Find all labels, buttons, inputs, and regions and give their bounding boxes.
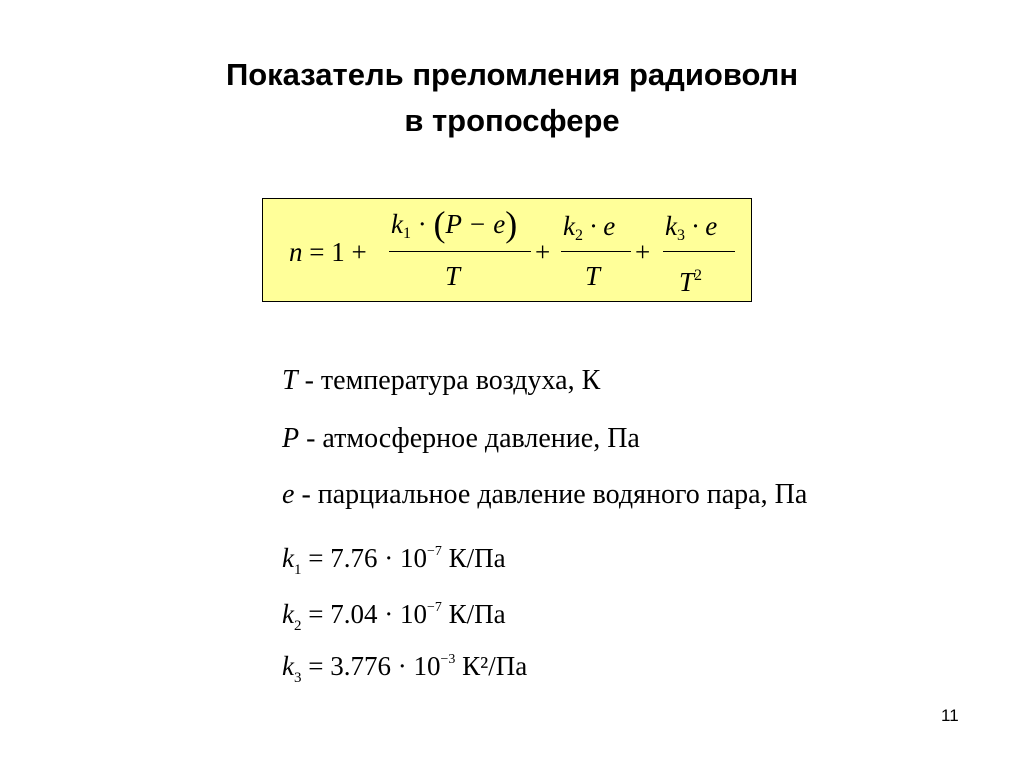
constant-k3-exponent: −3 [440, 652, 456, 667]
plus-sign-2: + [635, 237, 651, 267]
fraction-3-T: T [679, 267, 695, 297]
fraction-3-bar [663, 251, 735, 252]
constant-k2-symbol: k [282, 599, 294, 629]
definition-e-text: - парциальное давление водяного пара, Па [294, 479, 808, 510]
definition-T [282, 364, 600, 398]
slide-title [0, 52, 1024, 144]
definition-e [282, 478, 807, 512]
constant-k1-subscript: 1 [293, 562, 302, 578]
fraction-3-T-superscript: 2 [694, 267, 703, 284]
definition-P [282, 422, 640, 456]
fraction-2-numerator [563, 211, 615, 251]
definition-T-symbol: T [282, 365, 298, 396]
fraction-1-numerator [391, 204, 518, 249]
constant-k3-symbol: k [282, 651, 294, 681]
constant-k1-symbol: k [282, 543, 294, 573]
fraction-2-k-subscript: 2 [574, 227, 583, 244]
definition-P-symbol: P [282, 423, 300, 454]
constant-k1-exponent: −7 [426, 544, 442, 559]
fraction-2-bar [561, 251, 631, 252]
fraction-2-rest: · e [582, 211, 616, 241]
fraction-2-k: k [563, 211, 575, 241]
fraction-3-rest: · e [684, 211, 718, 241]
fraction-1-inner: P − e [445, 209, 506, 239]
page-number: 11 [941, 706, 959, 725]
constant-k1-unit: К/Па [441, 543, 506, 573]
fraction-1-bar [389, 251, 531, 252]
fraction-2-denominator: T [585, 261, 601, 291]
fraction-1-paren-open: ( [433, 204, 446, 244]
formula-eq-one: = 1 + [309, 237, 367, 267]
constant-k3-value: = 3.776 · 10 [301, 651, 441, 681]
definition-P-text: - атмосферное давление, Па [299, 423, 640, 454]
formula-lhs [289, 237, 367, 267]
constant-k2-exponent: −7 [426, 600, 442, 615]
constant-k3 [282, 644, 527, 694]
constant-k2-unit: К/Па [441, 599, 506, 629]
fraction-1-dot: · [410, 209, 434, 239]
constant-k2-value: = 7.04 · 10 [301, 599, 427, 629]
constant-k1 [282, 536, 506, 586]
constant-k2 [282, 592, 506, 642]
definition-e-symbol: e [282, 479, 295, 510]
constant-k1-value: = 7.76 · 10 [301, 543, 427, 573]
definition-T-text: - температура воздуха, К [297, 365, 601, 396]
fraction-3-k: k [665, 211, 677, 241]
fraction-1-k: k [391, 209, 403, 239]
fraction-1-denominator: T [445, 261, 461, 291]
fraction-1-paren-close: ) [505, 204, 518, 244]
constant-k3-subscript: 3 [293, 670, 302, 686]
fraction-1-k-subscript: 1 [402, 225, 411, 242]
fraction-3-k-subscript: 3 [676, 227, 685, 244]
plus-sign-1: + [535, 237, 551, 267]
slide-title-line-2: в тропосфере [404, 103, 620, 138]
refractive-index-formula-box [262, 198, 752, 302]
constant-k2-subscript: 2 [293, 618, 302, 634]
slide-title-line-1: Показатель преломления радиоволн [225, 57, 799, 92]
fraction-3-denominator [679, 261, 702, 297]
formula-n: n [289, 237, 303, 267]
fraction-3-numerator [665, 211, 717, 251]
constant-k3-unit: К²/Па [455, 651, 528, 681]
